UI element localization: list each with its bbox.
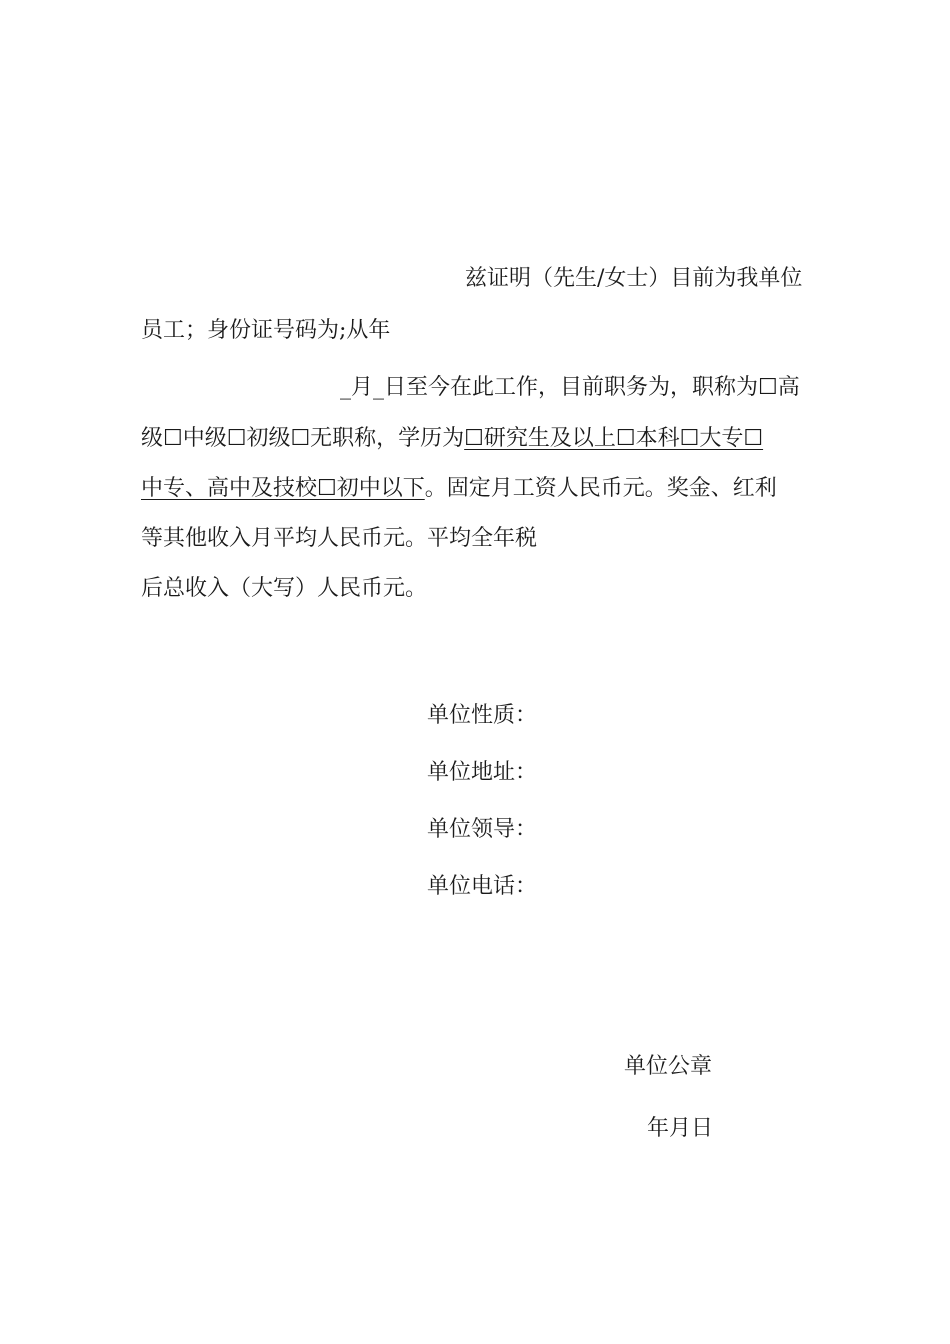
body-line-6: 等其他收入月平均人民币元。平均全年税 — [141, 526, 538, 551]
date-label: 年月日 — [647, 1116, 714, 1141]
education-options-underlined-cont: 中专、高中及技校☐初中以下 — [141, 476, 425, 501]
unit-phone-label: 单位电话： — [427, 874, 538, 899]
body-line-5 — [141, 476, 777, 502]
body-line-7: 后总收入（大写）人民币元。 — [141, 576, 428, 601]
unit-leader-label: 单位领导： — [427, 817, 538, 842]
body-line-4 — [141, 426, 763, 452]
salary-text: 。固定月工资人民币元。奖金、红利 — [424, 476, 777, 501]
body-line-1: 兹证明（先生/女士）目前为我单位 — [465, 266, 803, 291]
unit-nature-label: 单位性质： — [427, 703, 538, 728]
unit-address-label: 单位地址： — [427, 760, 538, 785]
title-options-text: 级☐中级☐初级☐无职称，学历为 — [141, 426, 465, 451]
body-line-2: 员工；身份证号码为;从年 — [141, 318, 391, 343]
body-line-3: _月_日至今在此工作，目前职务为，职称为☐高 — [340, 375, 800, 400]
unit-seal-label: 单位公章 — [624, 1054, 713, 1079]
education-options-underlined: ☐研究生及以上☐本科☐大专☐ — [464, 426, 764, 451]
